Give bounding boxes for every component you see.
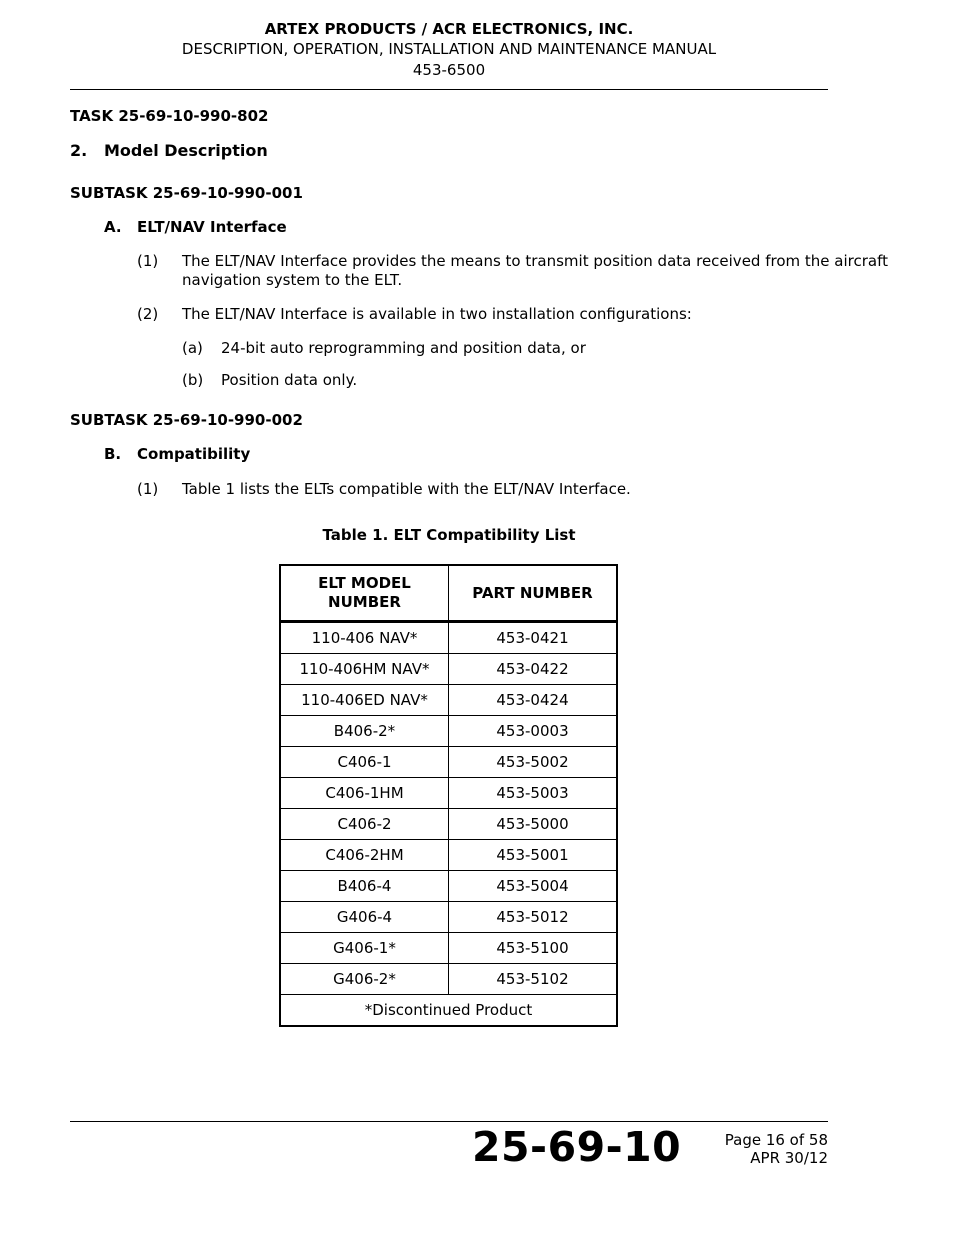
subitem-number: (a) bbox=[182, 339, 203, 357]
cell-model: B406-2* bbox=[280, 716, 449, 747]
subitem-text: Position data only. bbox=[221, 371, 358, 389]
table-row bbox=[280, 964, 617, 995]
revision-date: APR 30/12 bbox=[750, 1149, 828, 1167]
cell-part-number: 453-5000 bbox=[449, 809, 618, 840]
subsection-title: Compatibility bbox=[137, 445, 251, 463]
subsection-letter: A. bbox=[104, 218, 122, 236]
cell-part-number: 453-5100 bbox=[449, 933, 618, 964]
item-text-line: The ELT/NAV Interface is available in two installation configurations: bbox=[182, 305, 692, 323]
subtask-label: SUBTASK 25-69-10-990-001 bbox=[70, 184, 303, 202]
cell-model: G406-1* bbox=[280, 933, 449, 964]
cell-part-number: 453-5102 bbox=[449, 964, 618, 995]
page-info bbox=[725, 1131, 828, 1167]
item-number: (2) bbox=[137, 305, 159, 323]
table-footnote: *Discontinued Product bbox=[280, 995, 617, 1027]
table-footnote-row bbox=[280, 995, 617, 1027]
item-number: (1) bbox=[137, 480, 159, 498]
compatibility-table bbox=[279, 564, 618, 1027]
item-number: (1) bbox=[137, 252, 159, 270]
subtask-label: SUBTASK 25-69-10-990-002 bbox=[70, 411, 303, 429]
table-row bbox=[280, 685, 617, 716]
cell-part-number: 453-5001 bbox=[449, 840, 618, 871]
column-header-model-line: NUMBER bbox=[328, 593, 401, 611]
task-label: TASK 25-69-10-990-802 bbox=[70, 107, 269, 125]
cell-model: G406-4 bbox=[280, 902, 449, 933]
page-number: Page 16 of 58 bbox=[724, 1131, 828, 1149]
cell-part-number: 453-5002 bbox=[449, 747, 618, 778]
section-number: 2. bbox=[70, 141, 88, 160]
footer-divider bbox=[70, 1121, 828, 1122]
column-header-model-line: ELT MODEL bbox=[318, 574, 411, 592]
cell-model: C406-1HM bbox=[280, 778, 449, 809]
column-header-model bbox=[280, 565, 449, 622]
ata-chapter-code: 25-69-10 bbox=[472, 1123, 682, 1171]
cell-part-number: 453-5012 bbox=[449, 902, 618, 933]
header-manual-number: 453-6500 bbox=[412, 61, 486, 79]
cell-part-number: 453-5003 bbox=[449, 778, 618, 809]
cell-model: G406-2* bbox=[280, 964, 449, 995]
subsection-letter: B. bbox=[104, 445, 122, 463]
cell-model: B406-4 bbox=[280, 871, 449, 902]
cell-part-number: 453-0003 bbox=[449, 716, 618, 747]
table-row bbox=[280, 747, 617, 778]
header-company: ARTEX PRODUCTS / ACR ELECTRONICS, INC. bbox=[264, 20, 634, 38]
subitem-number: (b) bbox=[182, 371, 204, 389]
column-header-part: PART NUMBER bbox=[449, 565, 618, 622]
cell-part-number: 453-0424 bbox=[449, 685, 618, 716]
item-text-line: navigation system to the ELT. bbox=[182, 271, 403, 289]
header-manual-title: DESCRIPTION, OPERATION, INSTALLATION AND MAINTENANCE MANUAL bbox=[181, 40, 717, 58]
section-title: Model Description bbox=[104, 141, 268, 160]
table-row bbox=[280, 840, 617, 871]
subitem-text: 24-bit auto reprogramming and position data, or bbox=[221, 339, 586, 357]
header-divider bbox=[70, 89, 828, 90]
cell-model: 110-406 NAV* bbox=[280, 622, 449, 654]
table-row bbox=[280, 622, 617, 654]
item-text-line: The ELT/NAV Interface provides the means to transmit position data received from the aircraft bbox=[182, 252, 888, 270]
item-text-line: Table 1 lists the ELTs compatible with the ELT/NAV Interface. bbox=[182, 480, 631, 498]
table-row bbox=[280, 809, 617, 840]
cell-part-number: 453-0421 bbox=[449, 622, 618, 654]
cell-model: C406-1 bbox=[280, 747, 449, 778]
cell-model: C406-2HM bbox=[280, 840, 449, 871]
cell-part-number: 453-5004 bbox=[449, 871, 618, 902]
cell-part-number: 453-0422 bbox=[449, 654, 618, 685]
table-header-row bbox=[280, 565, 617, 622]
cell-model: 110-406HM NAV* bbox=[280, 654, 449, 685]
subsection-title: ELT/NAV Interface bbox=[137, 218, 287, 236]
table-row bbox=[280, 871, 617, 902]
table-row bbox=[280, 778, 617, 809]
table-row bbox=[280, 902, 617, 933]
cell-model: C406-2 bbox=[280, 809, 449, 840]
cell-model: 110-406ED NAV* bbox=[280, 685, 449, 716]
table-row bbox=[280, 654, 617, 685]
table-row bbox=[280, 716, 617, 747]
table-caption: Table 1. ELT Compatibility List bbox=[322, 526, 576, 544]
table-row bbox=[280, 933, 617, 964]
